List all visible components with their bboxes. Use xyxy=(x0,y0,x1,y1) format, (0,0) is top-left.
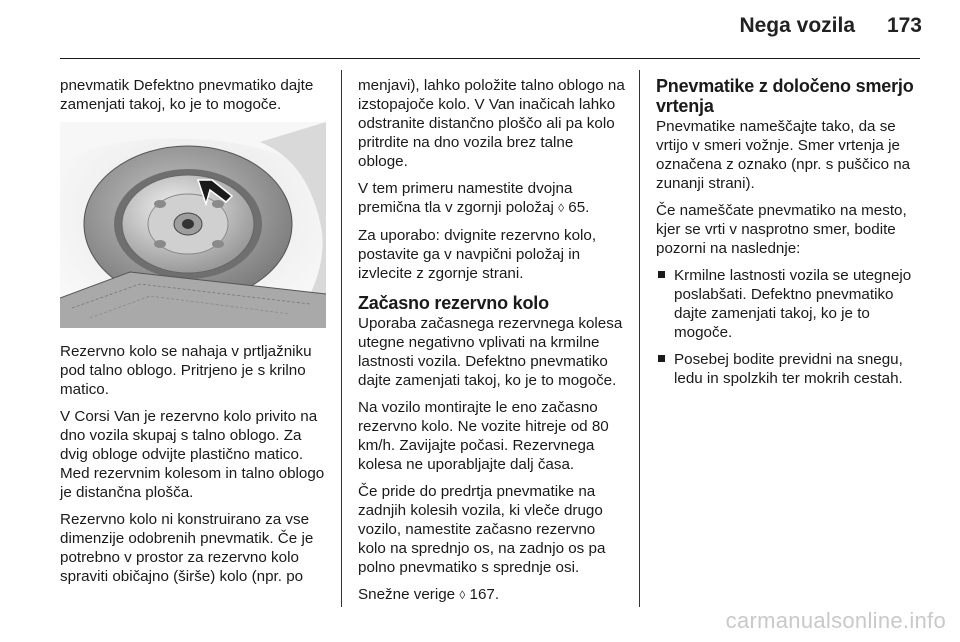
paragraph xyxy=(358,585,626,605)
paragraph: V Corsi Van je rezervno kolo privito na dno vozila skupaj s talno oblogo. Za dvig obloge odvijte plastično matico. Med rezervnim kolesom in talno oblogo je distančna plošča. xyxy=(60,408,325,501)
bullet-item xyxy=(656,266,926,342)
page-header-title: Nega vozila xyxy=(739,14,855,37)
page-number: 173 xyxy=(886,14,922,37)
paragraph: Pnevmatike nameščajte tako, da se vrtijo v smeri vožnje. Smer vrtenja je označena z oznako (npr. s puščico na zunanji strani). xyxy=(656,118,911,192)
paragraph: Na vozilo montirajte le eno začasno rezervno kolo. Ne vozite hitreje od 80 km/h. Zavijajte počasi. Rezervnega kolesa ne uporabljajte dalj časa. xyxy=(358,399,609,473)
paragraph: Če nameščate pnevmatiko na mesto, kjer se vrti v nasprotno smer, bodite pozorni na naslednje: xyxy=(656,202,907,257)
bullet-item xyxy=(656,350,926,388)
paragraph-text: Snežne verige xyxy=(358,586,456,603)
header-rule xyxy=(60,58,920,59)
paragraph: Za uporabo: dvignite rezervno kolo, postavite ga v navpični položaj in izvlecite z zgornje strani. xyxy=(358,227,597,282)
column-3 xyxy=(656,76,926,396)
bullet-text: Krmilne lastnosti vozila se utegnejo poslabšati. Defektno pnevmatiko dajte zamenjati takoj, ko je to mogoče. xyxy=(674,267,912,341)
page-reference-icon: ◊ xyxy=(459,588,466,602)
column-1 xyxy=(60,76,326,594)
bullet-text: Posebej bodite previdni na snegu, ledu in spolzkih ter mokrih cestah. xyxy=(674,351,903,387)
paragraph: Rezervno kolo se nahaja v prtljažniku pod talno oblogo. Pritrjeno je s krilno matico. xyxy=(60,343,312,398)
page-reference-link[interactable]: 65. xyxy=(568,199,590,216)
watermark: carmanualsonline.info xyxy=(725,608,946,633)
column-2 xyxy=(358,76,626,613)
column-divider-left xyxy=(341,70,342,607)
paragraph: pnevmatik Defektno pnevmatiko dajte zamenjati takoj, ko je to mogoče. xyxy=(60,77,314,113)
paragraph: Rezervno kolo ni konstruirano za vse dimenzije odobrenih pnevmatik. Če je potrebno v prostor za rezervno kolo spraviti običajno (širše) kolo (npr. po xyxy=(60,511,314,585)
paragraph xyxy=(358,179,626,218)
paragraph-text: V tem primeru namestite dvojna premična tla v zgornji položaj xyxy=(358,180,573,216)
paragraph: menjavi), lahko položite talno oblogo na izstopajoče kolo. V Van inačicah lahko odstranite distančno ploščo ali pa kolo pritrdite na dno vozila brez talne obloge. xyxy=(358,77,625,170)
spare-wheel-illustration xyxy=(60,122,326,328)
bullet-square-icon xyxy=(658,271,665,278)
page-reference-icon: ◊ xyxy=(558,201,565,215)
section-heading: Začasno rezervno kolo xyxy=(358,293,549,313)
section-heading: Pnevmatike z določeno smerjo vrtenja xyxy=(656,76,914,116)
bullet-square-icon xyxy=(658,355,665,362)
column-divider-right xyxy=(639,70,640,607)
paragraph: Če pride do predrtja pnevmatike na zadnjih kolesih vozila, ki vleče drugo vozilo, namestite začasno rezervno kolo na sprednjo os, na zadnjo os pa polno pnevmatiko s sprednje osi. xyxy=(358,483,606,576)
page-reference-link[interactable]: 167. xyxy=(469,586,500,603)
paragraph: Uporaba začasnega rezervnega kolesa utegne negativno vplivati na krmilne lastnosti vozila. Defektno pnevmatiko dajte zamenjati takoj, ko je to mogoče. xyxy=(358,315,623,389)
